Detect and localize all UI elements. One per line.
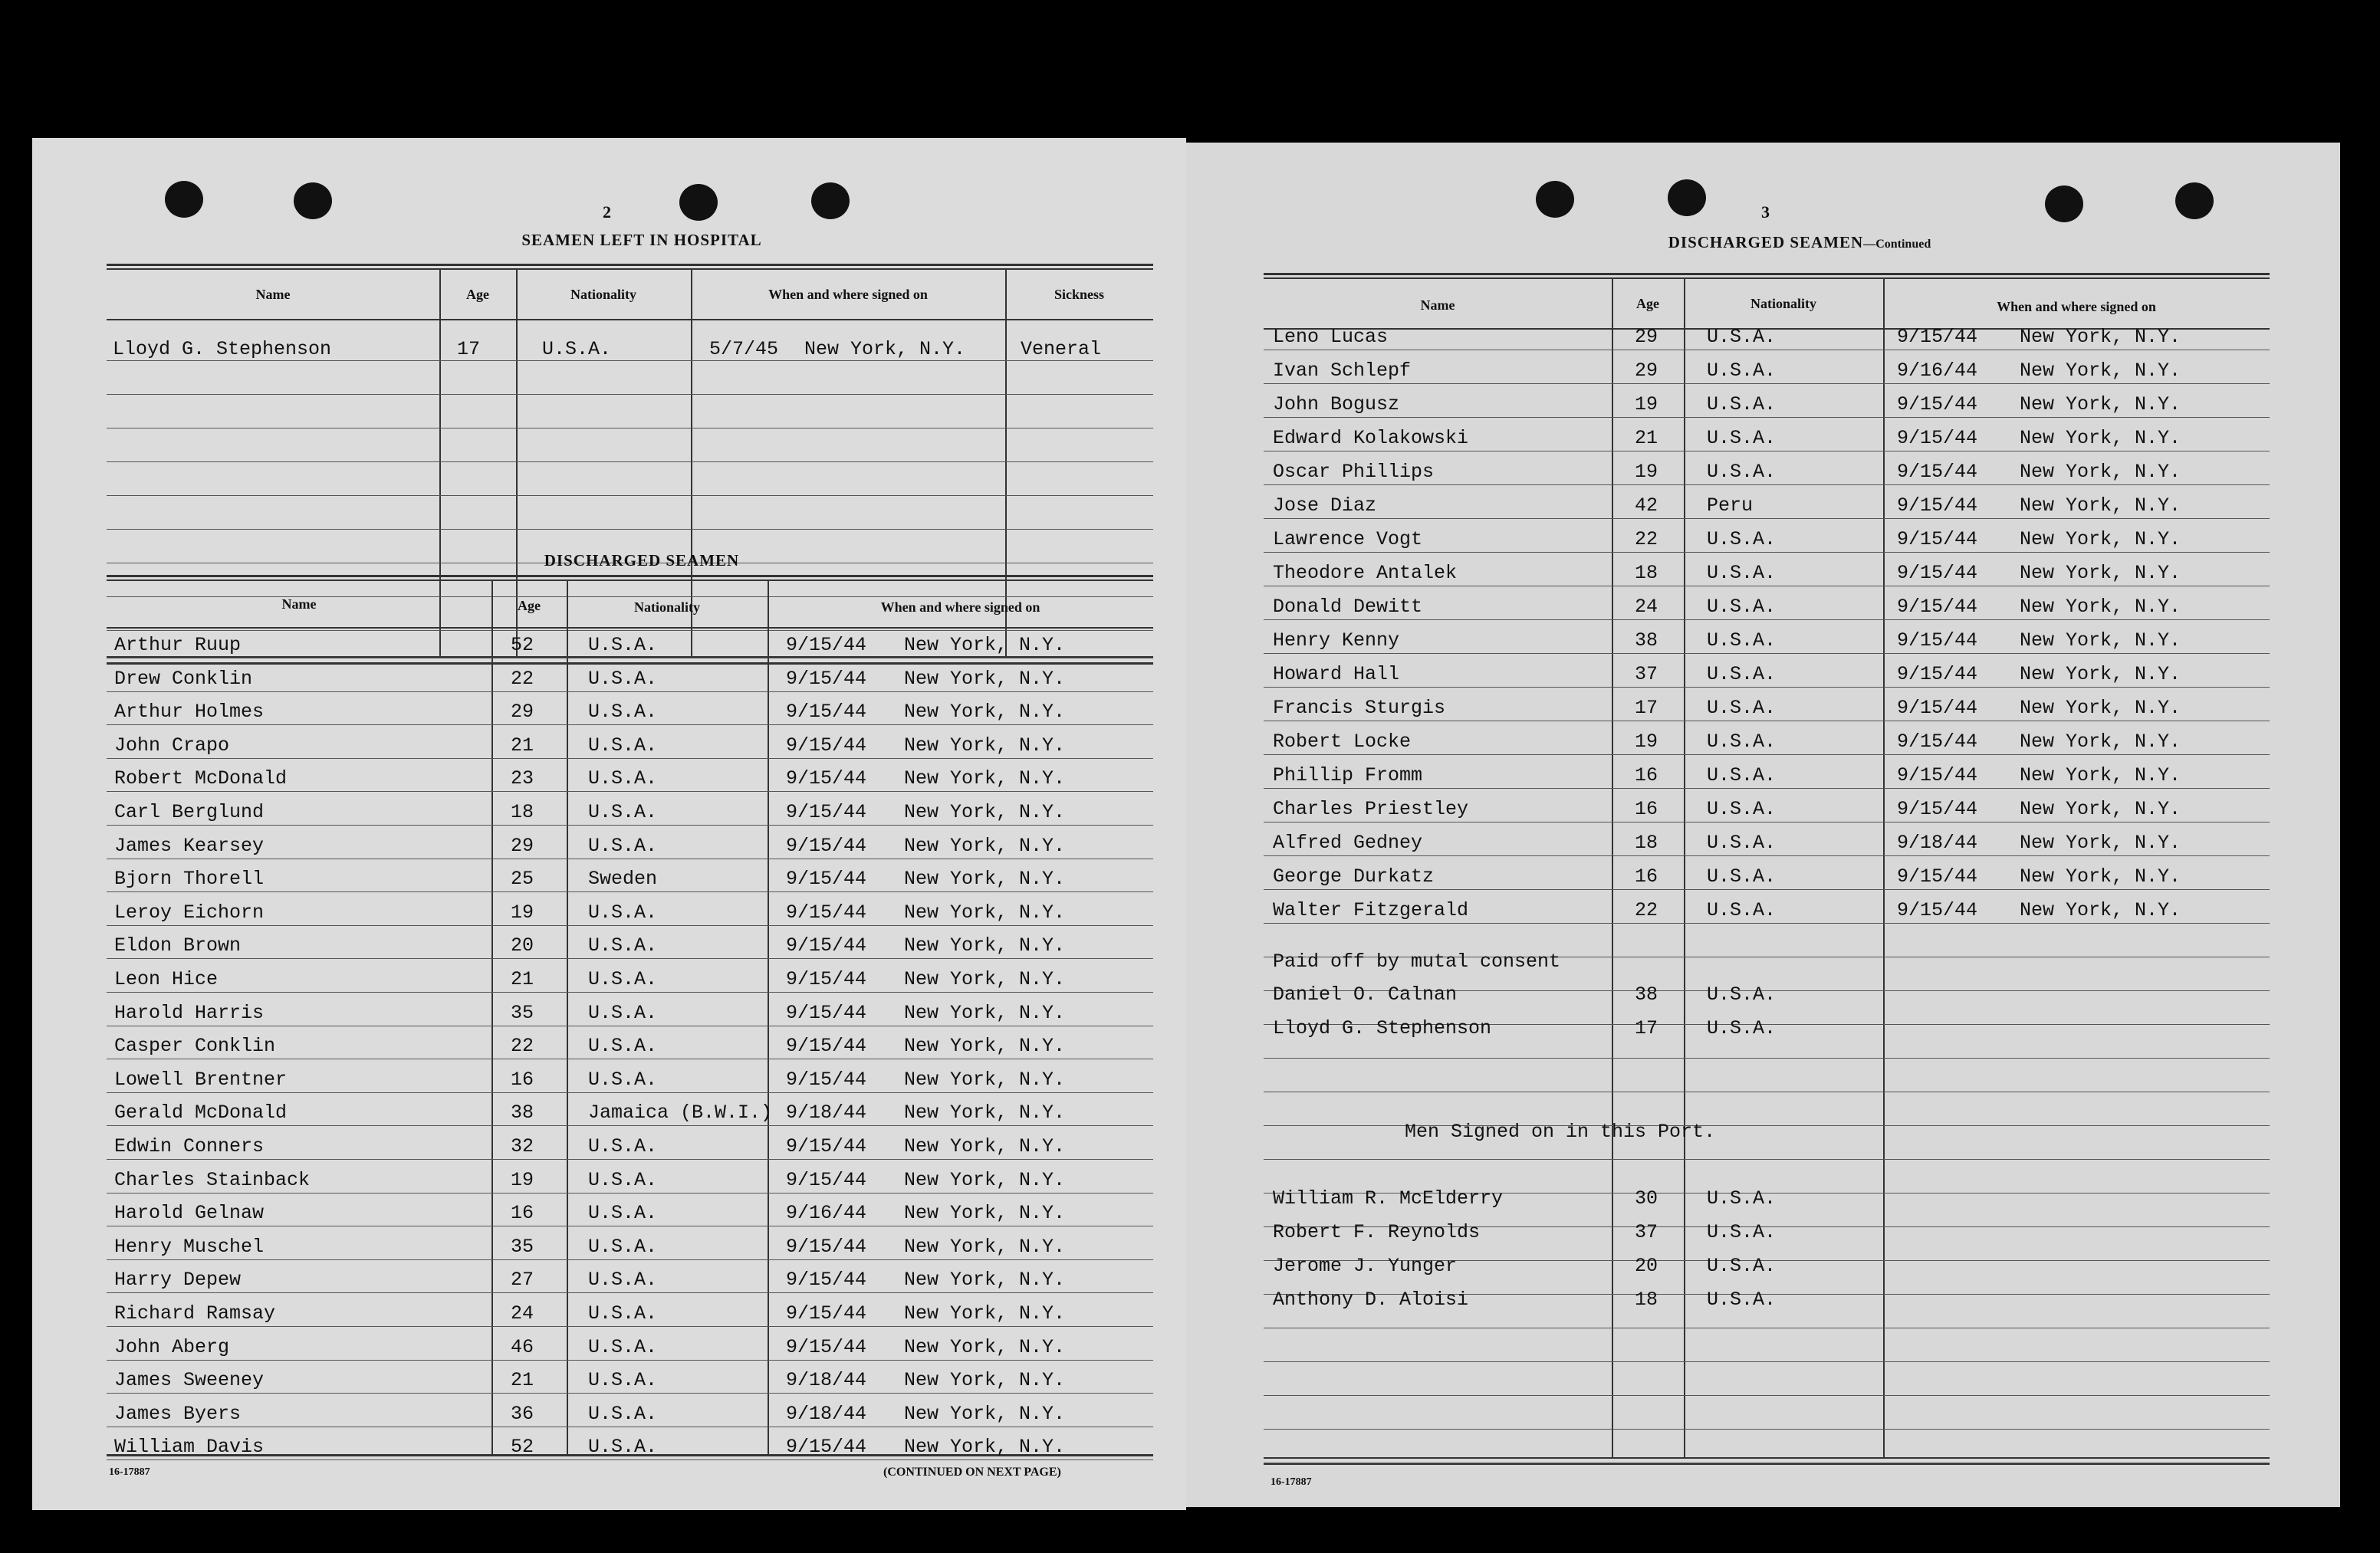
signed-date: 5/7/45 [709,338,779,360]
seaman-name: George Durkatz [1273,865,1435,888]
seaman-nationality: U.S.A. [1707,1017,1777,1039]
seaman-nationality: U.S.A. [1707,528,1777,550]
seaman-name: Edwin Conners [114,1135,265,1157]
seaman-name: Harold Gelnaw [114,1202,265,1225]
signed-date: 9/15/44 [786,868,867,891]
signed-place: New York, N.Y. [904,701,1066,724]
seaman-nationality: U.S.A. [588,767,658,790]
seaman-nationality: U.S.A. [588,834,658,857]
signed-place: New York, N.Y. [904,1235,1066,1258]
seaman-name: Leno Lucas [1273,326,1389,348]
seaman-age: 22 [511,1035,534,1058]
col-name-header: Name [1420,297,1455,313]
seaman-nationality: U.S.A. [588,1436,658,1459]
seaman-name: Lloyd G. Stephenson [113,338,332,360]
signed-place: New York, N.Y. [2020,562,2181,584]
seaman-age: 29 [511,834,534,857]
signed-date: 9/15/44 [786,1436,867,1459]
punch-hole [294,182,332,219]
seaman-nationality: U.S.A. [1707,865,1777,888]
seaman-nationality: U.S.A. [588,1369,658,1392]
seaman-nationality: U.S.A. [542,338,612,360]
seaman-age: 29 [511,701,534,724]
signed-date: 9/18/44 [786,1402,867,1425]
signed-place: New York, N.Y. [904,1335,1066,1358]
signed-date: 9/15/44 [1897,393,1978,415]
signed-place: New York, N.Y. [904,868,1066,891]
seaman-age: 29 [1635,360,1658,382]
discharged-title: DISCHARGED SEAMEN [544,551,740,570]
seaman-nationality: U.S.A. [1707,1255,1777,1277]
discharged-continued-title [1508,233,2091,252]
seaman-age: 22 [1635,899,1658,921]
signed-date: 9/15/44 [1897,427,1978,449]
col-signed-header: When and where signed on [880,599,1040,615]
seaman-age: 19 [1635,731,1658,753]
seaman-name: Arthur Ruup [114,634,242,656]
seaman-age: 16 [1635,865,1658,888]
signed-date: 9/15/44 [786,1135,867,1157]
signed-date: 9/15/44 [786,1335,867,1358]
col-signed-header: When and where signed on [1997,299,2156,314]
seaman-age: 21 [1635,427,1658,449]
seaman-age: 22 [511,667,534,690]
seaman-name: Edward Kolakowski [1273,427,1469,449]
signed-place: New York, N.Y. [2020,764,2181,786]
signed-date: 9/15/44 [786,1068,867,1091]
signed-place: New York, N.Y. [904,1436,1066,1459]
col-age-header: Age [466,287,489,302]
title-suffix: —Continued [1863,238,1931,251]
seaman-nationality: U.S.A. [588,934,658,957]
signed-place: New York, N.Y. [2020,427,2181,449]
signed-date: 9/15/44 [786,834,867,857]
seaman-name: Oscar Phillips [1273,461,1435,483]
seaman-nationality: U.S.A. [588,1302,658,1325]
seaman-name: William Davis [114,1436,265,1459]
seaman-age: 18 [1635,832,1658,854]
signed-place: New York, N.Y. [904,634,1066,656]
seaman-age: 18 [1635,1289,1658,1311]
seaman-name: Eldon Brown [114,934,242,957]
seaman-nationality: U.S.A. [588,1335,658,1358]
col-nationality-header: Nationality [570,287,636,302]
signed-date: 9/15/44 [1897,596,1978,618]
signed-place: New York, N.Y. [904,801,1066,823]
seaman-name: Lowell Brentner [114,1068,288,1091]
seaman-age: 38 [1635,629,1658,652]
signed-place: New York, N.Y. [2020,393,2181,415]
seaman-name: Howard Hall [1273,663,1400,685]
seaman-name: Leon Hice [114,968,219,990]
col-age-header: Age [518,598,541,613]
signed-date: 9/15/44 [786,901,867,924]
seaman-nationality: U.S.A. [1707,562,1777,584]
signed-date: 9/15/44 [786,968,867,990]
seaman-nationality: U.S.A. [1707,1187,1777,1210]
seaman-age: 24 [1635,596,1658,618]
signed-place: New York, N.Y. [904,767,1066,790]
seaman-name: William R. McElderry [1273,1187,1504,1210]
seaman-nationality: U.S.A. [588,667,658,690]
signed-date: 9/15/44 [1897,528,1978,550]
seaman-name: Robert F. Reynolds [1273,1221,1481,1243]
signed-place: New York, N.Y. [2020,629,2181,652]
seaman-name: James Byers [114,1402,242,1425]
signed-date: 9/15/44 [1897,697,1978,719]
seaman-name: Jerome J. Yunger [1273,1255,1458,1277]
form-number: 16-17887 [109,1466,150,1478]
signed-place: New York, N.Y. [2020,832,2181,854]
seaman-age: 30 [1635,1187,1658,1210]
seaman-age: 21 [511,968,534,990]
signed-date: 9/15/44 [1897,629,1978,652]
signed-place: New York, N.Y. [2020,326,2181,348]
signed-place: New York, N.Y. [904,901,1066,924]
seaman-age: 24 [511,1302,534,1325]
seaman-name: Charles Stainback [114,1168,311,1191]
seaman-name: Walter Fitzgerald [1273,899,1469,921]
signed-date: 9/18/44 [786,1102,867,1125]
seaman-name: Bjorn Thorell [114,868,265,891]
punch-hole [2175,182,2214,219]
seaman-nationality: U.S.A. [1707,461,1777,483]
punch-hole [165,181,203,218]
punch-hole [1536,181,1574,218]
signed-date: 9/15/44 [786,734,867,757]
seaman-age: 19 [511,1168,534,1191]
seaman-age: 16 [511,1068,534,1091]
signed-place: New York, N.Y. [904,1102,1066,1125]
seaman-age: 19 [511,901,534,924]
seaman-name: Henry Kenny [1273,629,1400,652]
seaman-age: 25 [511,868,534,891]
seaman-nationality: U.S.A. [1707,629,1777,652]
hospital-title: SEAMEN LEFT IN HOSPITAL [521,231,762,249]
seaman-name: John Bogusz [1273,393,1400,415]
signed-place: New York, N.Y. [2020,596,2181,618]
seaman-age: 22 [1635,528,1658,550]
seaman-name: Casper Conklin [114,1035,276,1058]
signed-place: New York, N.Y. [904,1202,1066,1225]
discharged-table [107,575,1153,1459]
signed-date: 9/15/44 [1897,562,1978,584]
signed-date: 9/15/44 [1897,899,1978,921]
seaman-name: Drew Conklin [114,667,253,690]
signed-place: New York, N.Y. [2020,528,2181,550]
right-page [1186,143,2340,1507]
col-name-header: Name [281,596,317,612]
signed-date: 9/15/44 [786,934,867,957]
seaman-nationality: U.S.A. [1707,326,1777,348]
signed-place: New York, N.Y. [2020,360,2181,382]
signed-place: New York, N.Y. [804,338,966,360]
seaman-nationality: U.S.A. [588,1035,658,1058]
seaman-nationality: U.S.A. [1707,983,1777,1006]
left-page [32,138,1186,1510]
seaman-age: 21 [511,1369,534,1392]
seaman-nationality: U.S.A. [1707,731,1777,753]
signed-date: 9/15/44 [786,667,867,690]
seaman-age: 16 [511,1202,534,1225]
seaman-name: Donald Dewitt [1273,596,1423,618]
signed-date: 9/15/44 [1897,764,1978,786]
seaman-age: 38 [1635,983,1658,1006]
seaman-nationality: U.S.A. [1707,427,1777,449]
signed-date: 9/15/44 [786,701,867,724]
punch-hole [1668,179,1706,216]
signed-on-label: Men Signed on in this Port. [1405,1121,1716,1143]
seaman-name: Anthony D. Aloisi [1273,1289,1469,1311]
page-number: 3 [1761,202,1770,222]
signed-date: 9/15/44 [1897,663,1978,685]
signed-place: New York, N.Y. [2020,899,2181,921]
seaman-nationality: U.S.A. [588,1068,658,1091]
seaman-nationality: U.S.A. [588,1168,658,1191]
seaman-age: 52 [511,634,534,656]
signed-place: New York, N.Y. [2020,697,2181,719]
page-number: 2 [603,202,611,222]
seaman-age: 27 [511,1269,534,1292]
seaman-name: Richard Ramsay [114,1302,276,1325]
seaman-name: Robert McDonald [114,767,288,790]
seaman-nationality: U.S.A. [588,734,658,757]
signed-place: New York, N.Y. [2020,731,2181,753]
seaman-name: Francis Sturgis [1273,697,1446,719]
signed-place: New York, N.Y. [904,834,1066,857]
seaman-nationality: U.S.A. [1707,764,1777,786]
signed-date: 9/15/44 [786,801,867,823]
seaman-name: Ivan Schlepf [1273,360,1412,382]
seaman-nationality: U.S.A. [588,968,658,990]
signed-place: New York, N.Y. [904,1402,1066,1425]
seaman-age: 29 [1635,326,1658,348]
seaman-nationality: U.S.A. [588,1402,658,1425]
col-age-header: Age [1636,296,1659,311]
signed-date: 9/15/44 [786,1168,867,1191]
seaman-age: 19 [1635,461,1658,483]
seaman-age: 36 [511,1402,534,1425]
signed-date: 9/18/44 [786,1369,867,1392]
seaman-name: Theodore Antalek [1273,562,1458,584]
signed-place: New York, N.Y. [904,1369,1066,1392]
seaman-age: 35 [511,1001,534,1024]
signed-place: New York, N.Y. [2020,798,2181,820]
signed-place: New York, N.Y. [904,734,1066,757]
seaman-age: 18 [1635,562,1658,584]
seaman-name: Lloyd G. Stephenson [1273,1017,1492,1039]
seaman-nationality: U.S.A. [1707,899,1777,921]
signed-place: New York, N.Y. [2020,865,2181,888]
signed-date: 9/15/44 [1897,494,1978,517]
col-nationality-header: Nationality [1750,296,1816,311]
seaman-name: Lawrence Vogt [1273,528,1423,550]
seaman-nationality: U.S.A. [1707,697,1777,719]
seaman-age: 21 [511,734,534,757]
col-name-header: Name [255,287,291,302]
seaman-nationality: U.S.A. [1707,832,1777,854]
seaman-name: Henry Muschel [114,1235,265,1258]
seaman-nationality: U.S.A. [1707,1221,1777,1243]
seaman-age: 19 [1635,393,1658,415]
signed-date: 9/15/44 [1897,798,1978,820]
seaman-nationality: Jamaica (B.W.I.) [588,1102,773,1125]
seaman-name: Leroy Eichorn [114,901,265,924]
seaman-nationality: U.S.A. [588,801,658,823]
seaman-age: 17 [1635,697,1658,719]
seaman-name: James Kearsey [114,834,265,857]
signed-date: 9/15/44 [786,1302,867,1325]
col-sickness-header: Sickness [1054,287,1105,302]
signed-place: New York, N.Y. [904,667,1066,690]
signed-date: 9/15/44 [1897,731,1978,753]
seaman-name: Charles Priestley [1273,798,1469,820]
title-main: DISCHARGED SEAMEN [1668,233,1864,251]
signed-place: New York, N.Y. [904,1135,1066,1157]
signed-place: New York, N.Y. [904,1068,1066,1091]
signed-date: 9/15/44 [786,1001,867,1024]
signed-place: New York, N.Y. [2020,663,2181,685]
seaman-nationality: U.S.A. [588,1001,658,1024]
mutual-consent-label: Paid off by mutal consent [1273,951,1561,973]
signed-date: 9/15/44 [786,1235,867,1258]
signed-date: 9/15/44 [786,634,867,656]
seaman-name: Harry Depew [114,1269,242,1292]
signed-place: New York, N.Y. [904,934,1066,957]
signed-place: New York, N.Y. [904,968,1066,990]
seaman-name: Gerald McDonald [114,1102,288,1125]
seaman-age: 37 [1635,1221,1658,1243]
signed-place: New York, N.Y. [904,1001,1066,1024]
signed-place: New York, N.Y. [904,1302,1066,1325]
signed-place: New York, N.Y. [2020,494,2181,517]
seaman-age: 38 [511,1102,534,1125]
seaman-age: 23 [511,767,534,790]
seaman-nationality: U.S.A. [1707,393,1777,415]
signed-date: 9/15/44 [1897,326,1978,348]
seaman-nationality: U.S.A. [588,1202,658,1225]
seaman-age: 37 [1635,663,1658,685]
seaman-age: 17 [1635,1017,1658,1039]
seaman-name: Phillip Fromm [1273,764,1423,786]
seaman-nationality: Peru [1707,494,1754,517]
seaman-age: 35 [511,1235,534,1258]
seaman-nationality: U.S.A. [588,1135,658,1157]
seaman-name: Harold Harris [114,1001,265,1024]
seaman-nationality: U.S.A. [588,1269,658,1292]
discharged-continued-table [1264,273,2270,1469]
seaman-nationality: Sweden [588,868,658,891]
seaman-age: 42 [1635,494,1658,517]
seaman-nationality: U.S.A. [1707,663,1777,685]
signed-date: 9/15/44 [786,1035,867,1058]
sickness: Veneral [1021,338,1102,360]
seaman-age: 52 [511,1436,534,1459]
signed-date: 9/16/44 [1897,360,1978,382]
signed-date: 9/15/44 [786,767,867,790]
seaman-name: Carl Berglund [114,801,265,823]
signed-date: 9/15/44 [786,1269,867,1292]
seaman-name: John Crapo [114,734,230,757]
signed-date: 9/15/44 [1897,461,1978,483]
seaman-age: 20 [511,934,534,957]
seaman-nationality: U.S.A. [1707,596,1777,618]
seaman-nationality: U.S.A. [1707,798,1777,820]
seaman-name: Jose Diaz [1273,494,1377,517]
seaman-age: 32 [511,1135,534,1157]
seaman-name: John Aberg [114,1335,230,1358]
form-number: 16-17887 [1271,1476,1312,1488]
seaman-age: 46 [511,1335,534,1358]
punch-hole [2045,186,2083,222]
col-nationality-header: Nationality [633,599,700,615]
seaman-age: 16 [1635,798,1658,820]
signed-place: New York, N.Y. [904,1035,1066,1058]
signed-place: New York, N.Y. [904,1168,1066,1191]
seaman-nationality: U.S.A. [1707,360,1777,382]
punch-hole [679,184,718,221]
seaman-nationality: U.S.A. [1707,1289,1777,1311]
continued-note: (CONTINUED ON NEXT PAGE) [883,1466,1061,1479]
signed-place: New York, N.Y. [904,1269,1066,1292]
seaman-name: Robert Locke [1273,731,1412,753]
signed-place: New York, N.Y. [2020,461,2181,483]
seaman-age: 17 [457,338,481,360]
seaman-nationality: U.S.A. [588,701,658,724]
seaman-name: Alfred Gedney [1273,832,1423,854]
seaman-nationality: U.S.A. [588,634,658,656]
seaman-age: 16 [1635,764,1658,786]
signed-date: 9/16/44 [786,1202,867,1225]
seaman-age: 20 [1635,1255,1658,1277]
signed-date: 9/15/44 [1897,865,1978,888]
seaman-age: 18 [511,801,534,823]
col-signed-header: When and where signed on [768,287,928,302]
seaman-name: Arthur Holmes [114,701,265,724]
signed-date: 9/18/44 [1897,832,1978,854]
seaman-name: James Sweeney [114,1369,265,1392]
punch-hole [811,182,850,219]
seaman-nationality: U.S.A. [588,901,658,924]
seaman-name: Daniel O. Calnan [1273,983,1458,1006]
seaman-nationality: U.S.A. [588,1235,658,1258]
